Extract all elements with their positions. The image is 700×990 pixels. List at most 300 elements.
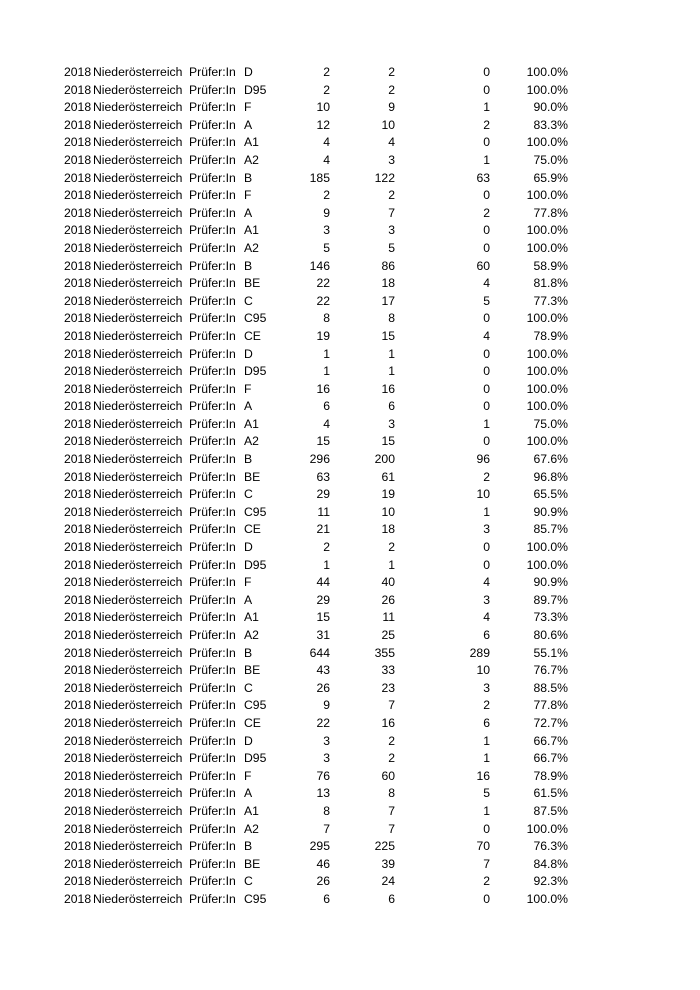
region-cell: Niederösterreich [93,540,183,555]
year-cell: 2018 [64,610,92,625]
pass-rate-cell: 96.8% [533,469,568,484]
pass-rate-cell: 83.3% [533,117,568,132]
passed-cell: 23 [381,680,395,695]
role-cell: Prüfer:In [189,645,236,660]
role-cell: Prüfer:In [189,768,236,783]
pass-rate-cell: 81.8% [533,276,568,291]
year-cell: 2018 [64,856,92,871]
total-cell: 22 [316,715,330,730]
passed-cell: 15 [381,434,395,449]
passed-cell: 18 [381,522,395,537]
failed-cell: 96 [476,452,490,467]
year-cell: 2018 [64,768,92,783]
license-class-cell: A2 [244,152,259,167]
table-row [0,662,700,680]
pass-rate-cell: 66.7% [533,751,568,766]
license-class-cell: D [244,540,253,555]
total-cell: 2 [323,540,330,555]
license-class-cell: B [244,452,253,467]
failed-cell: 4 [483,328,490,343]
pass-rate-cell: 75.0% [533,152,568,167]
role-cell: Prüfer:In [189,381,236,396]
year-cell: 2018 [64,381,92,396]
license-class-cell: A1 [244,135,259,150]
table-row [0,469,700,487]
year-cell: 2018 [64,65,92,79]
failed-cell: 0 [483,557,490,572]
region-cell: Niederösterreich [93,381,183,396]
total-cell: 2 [323,188,330,203]
passed-cell: 25 [381,628,395,642]
role-cell: Prüfer:In [189,452,236,467]
year-cell: 2018 [64,452,92,467]
region-cell: Niederösterreich [93,839,183,854]
pass-rate-cell: 100.0% [526,240,568,255]
year-cell: 2018 [64,434,92,449]
role-cell: Prüfer:In [189,434,236,449]
failed-cell: 6 [483,628,490,642]
passed-cell: 61 [381,469,395,484]
pass-rate-cell: 100.0% [526,399,568,414]
role-cell: Prüfer:In [189,82,236,97]
role-cell: Prüfer:In [189,152,236,167]
pass-rate-cell: 100.0% [526,540,568,555]
passed-cell: 26 [381,592,395,607]
license-class-cell: D [244,346,253,361]
license-class-cell: F [244,188,252,203]
table-row [0,187,700,205]
role-cell: Prüfer:In [189,575,236,590]
role-cell: Prüfer:In [189,856,236,871]
role-cell: Prüfer:In [189,364,236,379]
year-cell: 2018 [64,469,92,484]
license-class-cell: A [244,117,253,132]
total-cell: 22 [316,276,330,291]
passed-cell: 18 [381,276,395,291]
region-cell: Niederösterreich [93,575,183,590]
role-cell: Prüfer:In [189,803,236,818]
total-cell: 44 [316,575,330,590]
license-class-cell: A1 [244,223,259,238]
role-cell: Prüfer:In [189,65,236,79]
pass-rate-cell: 100.0% [526,311,568,326]
pass-rate-cell: 77.3% [533,293,568,308]
table-row [0,785,700,803]
region-cell: Niederösterreich [93,663,183,678]
region-cell: Niederösterreich [93,856,183,871]
table-row [0,64,700,82]
license-class-cell: A1 [244,803,259,818]
role-cell: Prüfer:In [189,504,236,519]
passed-cell: 2 [388,82,395,97]
year-cell: 2018 [64,276,92,291]
total-cell: 8 [323,311,330,326]
pass-rate-cell: 100.0% [526,381,568,396]
role-cell: Prüfer:In [189,258,236,273]
passed-cell: 19 [381,487,395,502]
role-cell: Prüfer:In [189,663,236,678]
region-cell: Niederösterreich [93,117,183,132]
pass-rate-cell: 100.0% [526,135,568,150]
table-row [0,574,700,592]
pass-rate-cell: 92.3% [533,874,568,889]
role-cell: Prüfer:In [189,592,236,607]
total-cell: 21 [316,522,330,537]
license-class-cell: A [244,399,253,414]
role-cell: Prüfer:In [189,399,236,414]
license-class-cell: C95 [244,311,267,326]
passed-cell: 1 [388,346,395,361]
passed-cell: 40 [381,575,395,590]
failed-cell: 0 [483,346,490,361]
role-cell: Prüfer:In [189,487,236,502]
license-class-cell: CE [244,715,261,730]
pass-rate-cell: 100.0% [526,223,568,238]
passed-cell: 39 [381,856,395,871]
table-row [0,117,700,135]
total-cell: 1 [323,364,330,379]
total-cell: 4 [323,416,330,431]
table-row [0,680,700,698]
year-cell: 2018 [64,487,92,502]
failed-cell: 289 [469,645,490,660]
year-cell: 2018 [64,311,92,326]
license-class-cell: B [244,170,253,185]
table-row [0,627,700,645]
total-cell: 6 [323,399,330,414]
total-cell: 1 [323,346,330,361]
region-cell: Niederösterreich [93,592,183,607]
failed-cell: 3 [483,680,490,695]
passed-cell: 33 [381,663,395,678]
table-row [0,856,700,874]
year-cell: 2018 [64,839,92,854]
year-cell: 2018 [64,100,92,115]
year-cell: 2018 [64,152,92,167]
region-cell: Niederösterreich [93,82,183,97]
passed-cell: 3 [388,152,395,167]
license-class-cell: CE [244,328,261,343]
failed-cell: 2 [483,698,490,713]
region-cell: Niederösterreich [93,223,183,238]
role-cell: Prüfer:In [189,698,236,713]
failed-cell: 70 [476,839,490,854]
failed-cell: 16 [476,768,490,783]
region-cell: Niederösterreich [93,874,183,889]
failed-cell: 4 [483,575,490,590]
region-cell: Niederösterreich [93,416,183,431]
table-row [0,645,700,663]
table-row [0,398,700,416]
failed-cell: 4 [483,276,490,291]
table-row [0,873,700,891]
license-class-cell: D95 [244,82,267,97]
total-cell: 5 [323,240,330,255]
role-cell: Prüfer:In [189,628,236,642]
failed-cell: 0 [483,891,490,906]
passed-cell: 1 [388,557,395,572]
passed-cell: 3 [388,416,395,431]
license-class-cell: D95 [244,364,267,379]
license-class-cell: A2 [244,628,259,642]
passed-cell: 17 [381,293,395,308]
total-cell: 644 [309,645,330,660]
role-cell: Prüfer:In [189,328,236,343]
role-cell: Prüfer:In [189,874,236,889]
pass-rate-cell: 73.3% [533,610,568,625]
failed-cell: 2 [483,874,490,889]
failed-cell: 2 [483,117,490,132]
failed-cell: 0 [483,540,490,555]
pass-rate-cell: 75.0% [533,416,568,431]
passed-cell: 7 [388,821,395,836]
region-cell: Niederösterreich [93,152,183,167]
region-cell: Niederösterreich [93,504,183,519]
region-cell: Niederösterreich [93,364,183,379]
pass-rate-cell: 78.9% [533,768,568,783]
year-cell: 2018 [64,803,92,818]
table-row [0,363,700,381]
year-cell: 2018 [64,346,92,361]
pass-rate-cell: 77.8% [533,698,568,713]
table-row [0,170,700,188]
role-cell: Prüfer:In [189,240,236,255]
role-cell: Prüfer:In [189,891,236,906]
pass-rate-cell: 100.0% [526,364,568,379]
total-cell: 31 [316,628,330,642]
license-class-cell: A [244,786,253,801]
failed-cell: 1 [483,504,490,519]
region-cell: Niederösterreich [93,768,183,783]
region-cell: Niederösterreich [93,487,183,502]
year-cell: 2018 [64,223,92,238]
license-class-cell: D95 [244,557,267,572]
passed-cell: 8 [388,786,395,801]
total-cell: 8 [323,803,330,818]
year-cell: 2018 [64,751,92,766]
total-cell: 16 [316,381,330,396]
license-class-cell: C [244,874,253,889]
year-cell: 2018 [64,680,92,695]
pass-rate-cell: 66.7% [533,733,568,748]
total-cell: 19 [316,328,330,343]
table-row [0,504,700,522]
table-row [0,557,700,575]
failed-cell: 0 [483,364,490,379]
total-cell: 11 [317,504,330,519]
pass-rate-cell: 90.9% [533,504,568,519]
year-cell: 2018 [64,240,92,255]
license-class-cell: F [244,100,252,115]
region-cell: Niederösterreich [93,786,183,801]
total-cell: 15 [316,434,330,449]
year-cell: 2018 [64,575,92,590]
total-cell: 22 [316,293,330,308]
passed-cell: 6 [388,399,395,414]
role-cell: Prüfer:In [189,680,236,695]
total-cell: 4 [323,152,330,167]
region-cell: Niederösterreich [93,733,183,748]
role-cell: Prüfer:In [189,223,236,238]
total-cell: 3 [323,733,330,748]
total-cell: 76 [316,768,330,783]
region-cell: Niederösterreich [93,434,183,449]
failed-cell: 1 [483,100,490,115]
passed-cell: 7 [388,698,395,713]
region-cell: Niederösterreich [93,328,183,343]
region-cell: Niederösterreich [93,698,183,713]
year-cell: 2018 [64,364,92,379]
total-cell: 13 [316,786,330,801]
passed-cell: 7 [388,803,395,818]
year-cell: 2018 [64,522,92,537]
total-cell: 4 [323,135,330,150]
table-row [0,134,700,152]
failed-cell: 3 [483,522,490,537]
failed-cell: 60 [476,258,490,273]
passed-cell: 15 [381,328,395,343]
table-row [0,346,700,364]
failed-cell: 1 [483,416,490,431]
license-class-cell: C [244,293,253,308]
table-row [0,222,700,240]
table-row [0,416,700,434]
total-cell: 12 [316,117,330,132]
role-cell: Prüfer:In [189,522,236,537]
license-class-cell: CE [244,522,261,537]
region-cell: Niederösterreich [93,188,183,203]
year-cell: 2018 [64,557,92,572]
passed-cell: 2 [388,188,395,203]
year-cell: 2018 [64,663,92,678]
year-cell: 2018 [64,645,92,660]
license-class-cell: F [244,768,252,783]
passed-cell: 16 [381,381,395,396]
region-cell: Niederösterreich [93,645,183,660]
passed-cell: 2 [388,733,395,748]
failed-cell: 3 [483,592,490,607]
license-class-cell: BE [244,276,261,291]
pass-rate-cell: 80.6% [533,628,568,642]
region-cell: Niederösterreich [93,135,183,150]
license-class-cell: A2 [244,821,259,836]
table-row [0,539,700,557]
failed-cell: 0 [483,240,490,255]
passed-cell: 10 [381,504,395,519]
year-cell: 2018 [64,540,92,555]
passed-cell: 200 [374,452,395,467]
region-cell: Niederösterreich [93,715,183,730]
total-cell: 296 [309,452,330,467]
total-cell: 6 [323,891,330,906]
pass-rate-cell: 58.9% [533,258,568,273]
pass-rate-cell: 100.0% [526,434,568,449]
total-cell: 7 [323,821,330,836]
total-cell: 29 [316,592,330,607]
pass-rate-cell: 76.3% [533,839,568,854]
failed-cell: 1 [483,751,490,766]
pass-rate-cell: 72.7% [533,715,568,730]
passed-cell: 11 [382,610,395,625]
total-cell: 15 [316,610,330,625]
pass-rate-cell: 100.0% [526,65,568,79]
table-row [0,733,700,751]
year-cell: 2018 [64,416,92,431]
role-cell: Prüfer:In [189,557,236,572]
passed-cell: 2 [388,65,395,79]
pass-rate-cell: 65.5% [533,487,568,502]
failed-cell: 0 [483,82,490,97]
region-cell: Niederösterreich [93,258,183,273]
failed-cell: 0 [483,135,490,150]
failed-cell: 0 [483,381,490,396]
role-cell: Prüfer:In [189,311,236,326]
table-row [0,715,700,733]
total-cell: 3 [323,223,330,238]
role-cell: Prüfer:In [189,416,236,431]
year-cell: 2018 [64,258,92,273]
year-cell: 2018 [64,504,92,519]
pass-rate-cell: 85.7% [533,522,568,537]
role-cell: Prüfer:In [189,839,236,854]
year-cell: 2018 [64,399,92,414]
pass-rate-cell: 100.0% [526,188,568,203]
table-row [0,275,700,293]
region-cell: Niederösterreich [93,399,183,414]
region-cell: Niederösterreich [93,293,183,308]
region-cell: Niederösterreich [93,276,183,291]
license-class-cell: B [244,645,253,660]
pass-rate-cell: 87.5% [533,803,568,818]
failed-cell: 0 [483,311,490,326]
table-row [0,328,700,346]
table-row [0,310,700,328]
total-cell: 9 [323,698,330,713]
total-cell: 43 [316,663,330,678]
table-row [0,821,700,839]
license-class-cell: A [244,205,253,220]
year-cell: 2018 [64,698,92,713]
role-cell: Prüfer:In [189,715,236,730]
pass-rate-cell: 61.5% [533,786,568,801]
role-cell: Prüfer:In [189,293,236,308]
table-row [0,258,700,276]
pass-rate-cell: 100.0% [526,346,568,361]
table-row [0,82,700,100]
license-class-cell: C [244,680,253,695]
license-class-cell: A2 [244,240,259,255]
role-cell: Prüfer:In [189,205,236,220]
year-cell: 2018 [64,592,92,607]
failed-cell: 1 [483,152,490,167]
failed-cell: 10 [476,487,490,502]
table-row [0,803,700,821]
license-class-cell: A1 [244,610,259,625]
role-cell: Prüfer:In [189,188,236,203]
license-class-cell: C [244,487,253,502]
pass-rate-cell: 67.6% [533,452,568,467]
region-cell: Niederösterreich [93,240,183,255]
license-class-cell: C95 [244,891,267,906]
total-cell: 9 [323,205,330,220]
license-class-cell: D [244,733,253,748]
passed-cell: 8 [388,311,395,326]
pass-rate-cell: 84.8% [533,856,568,871]
year-cell: 2018 [64,82,92,97]
region-cell: Niederösterreich [93,170,183,185]
failed-cell: 0 [483,821,490,836]
role-cell: Prüfer:In [189,346,236,361]
